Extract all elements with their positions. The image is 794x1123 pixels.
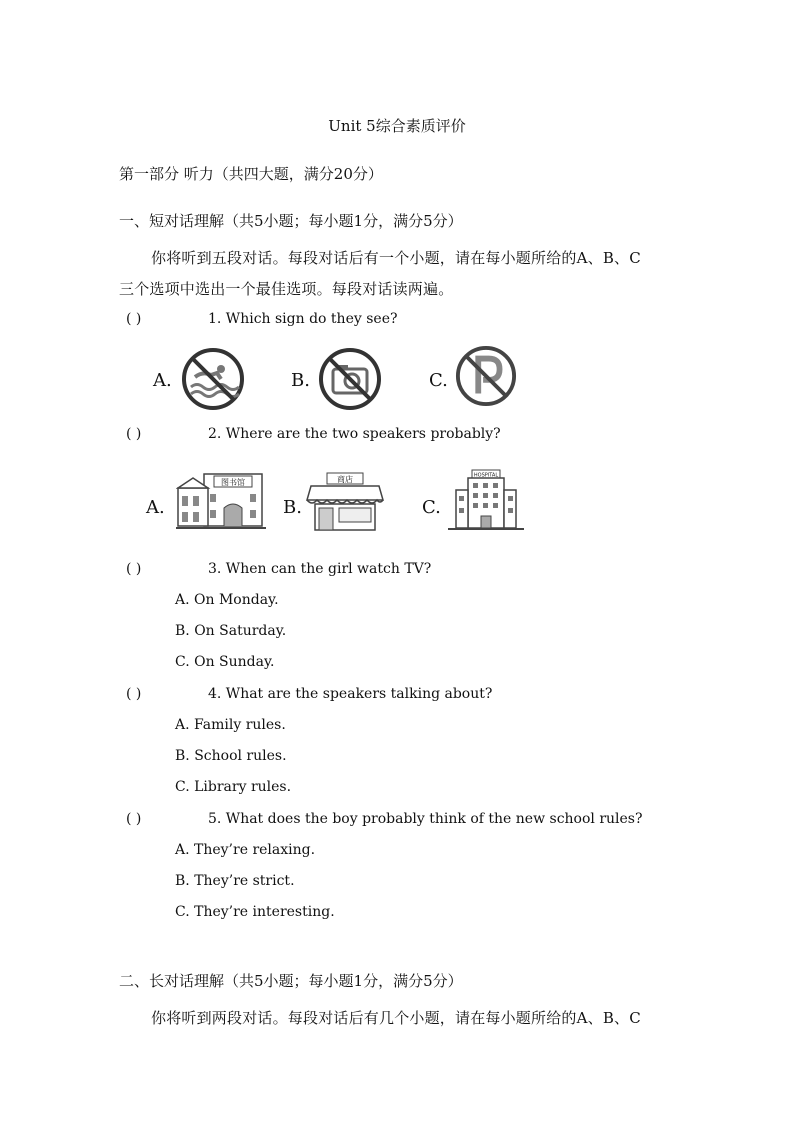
q1-option-b-label: B. [291,370,310,391]
q1-option-a-label: A. [153,370,172,391]
q4-option-c: C. Library rules. [175,779,292,795]
q4-option-b: B. School rules. [175,748,287,764]
q3-option-b: B. On Saturday. [175,623,287,639]
library-building-icon [176,470,266,532]
section2-heading: 二、长对话理解（共5小题；每小题1分，满分5分） [119,972,463,990]
section1-instructions-line1: 你将听到五段对话。每段对话后有一个小题，请在每小题所给的A、B、C [151,249,641,267]
q1-option-c-label: C. [429,370,448,391]
q2-option-a-label: A. [146,497,165,518]
page-title: Unit 5综合素质评价 [328,117,466,135]
question-1: 1. Which sign do they see? [208,311,398,327]
answer-blank-3[interactable]: ( ) [126,561,142,577]
hospital-building-icon [448,468,524,532]
no-swimming-sign-icon [181,347,245,411]
q5-option-a: A. They’re relaxing. [175,842,316,858]
no-photography-sign-icon [318,347,382,411]
q2-option-c-label: C. [422,497,441,518]
part1-heading: 第一部分 听力（共四大题，满分20分） [119,165,383,183]
hospital-sign-text: HOSPITAL [473,472,499,479]
question-3: 3. When can the girl watch TV? [208,561,432,577]
q5-option-b: B. They’re strict. [175,873,295,889]
q5-option-c: C. They’re interesting. [175,904,335,920]
q3-option-a: A. On Monday. [175,592,279,608]
q2-option-b-label: B. [283,497,302,518]
question-5: 5. What does the boy probably think of the new school rules? [208,811,643,827]
shop-sign-text: 商店 [337,475,353,484]
question-4: 4. What are the speakers talking about? [208,686,493,702]
answer-blank-4[interactable]: ( ) [126,686,142,702]
answer-blank-5[interactable]: ( ) [126,811,142,827]
section1-heading: 一、短对话理解（共5小题；每小题1分，满分5分） [119,212,463,230]
answer-blank-1[interactable]: ( ) [126,311,142,327]
shop-building-icon [305,470,385,532]
q4-option-a: A. Family rules. [175,717,286,733]
no-parking-sign-icon [455,345,517,407]
library-sign-text: 图书馆 [221,478,245,487]
section1-instructions-line2: 三个选项中选出一个最佳选项。每段对话读两遍。 [119,280,454,298]
question-2: 2. Where are the two speakers probably? [208,426,501,442]
answer-blank-2[interactable]: ( ) [126,426,142,442]
q3-option-c: C. On Sunday. [175,654,275,670]
section2-instructions-line1: 你将听到两段对话。每段对话后有几个小题，请在每小题所给的A、B、C [151,1009,641,1027]
